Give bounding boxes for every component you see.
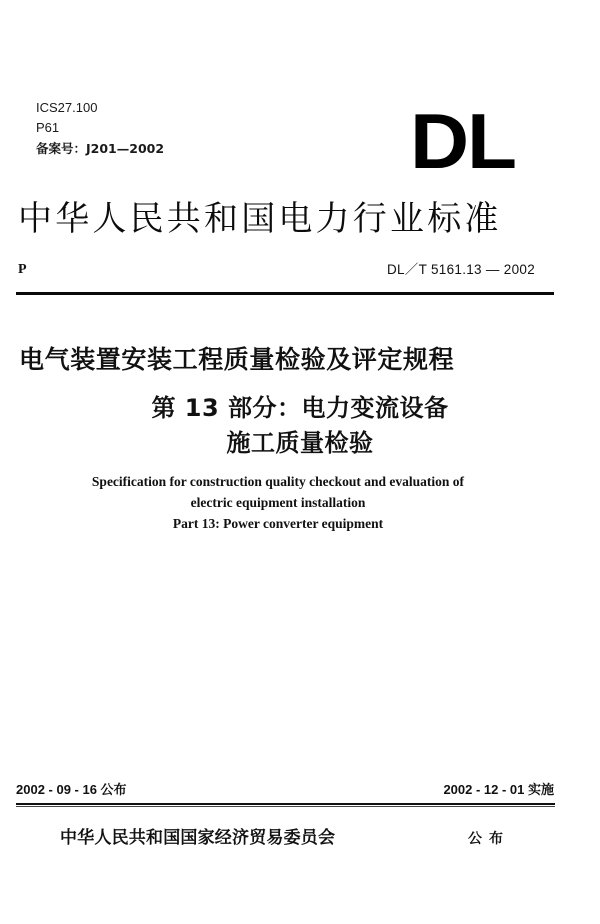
header-divider — [16, 292, 554, 295]
publisher-name: 中华人民共和国国家经济贸易委员会 — [60, 828, 336, 848]
implementation-date: 2002 - 12 - 01 实施 — [443, 782, 554, 797]
record-number: 备案号：J201—2002 — [36, 141, 165, 156]
standard-title: 中华人民共和国电力行业标准 — [18, 199, 502, 239]
chinese-title-line-3: 施工质量检验 — [226, 429, 374, 457]
publish-label: 公布 — [468, 831, 510, 847]
chinese-title-line-2: 第 13 部分：电力变流设备 — [151, 394, 449, 422]
english-title-line-3: Part 13: Power converter equipment — [172, 516, 384, 531]
standard-number: DL／T 5161.13 — 2002 — [386, 262, 535, 277]
category-code: P61 — [36, 120, 60, 135]
dl-logo: DL — [410, 97, 515, 185]
english-title-line-2: electric equipment installation — [190, 495, 366, 510]
issue-date: 2002 - 09 - 16 公布 — [16, 782, 127, 797]
english-title-line-1: Specification for construction quality checkout and evaluation of — [91, 474, 465, 489]
footer-divider — [16, 803, 555, 807]
chinese-title-line-1: 电气装置安装工程质量检验及评定规程 — [19, 345, 455, 374]
category-letter: P — [18, 262, 27, 277]
ics-code: ICS27.100 — [36, 100, 98, 115]
